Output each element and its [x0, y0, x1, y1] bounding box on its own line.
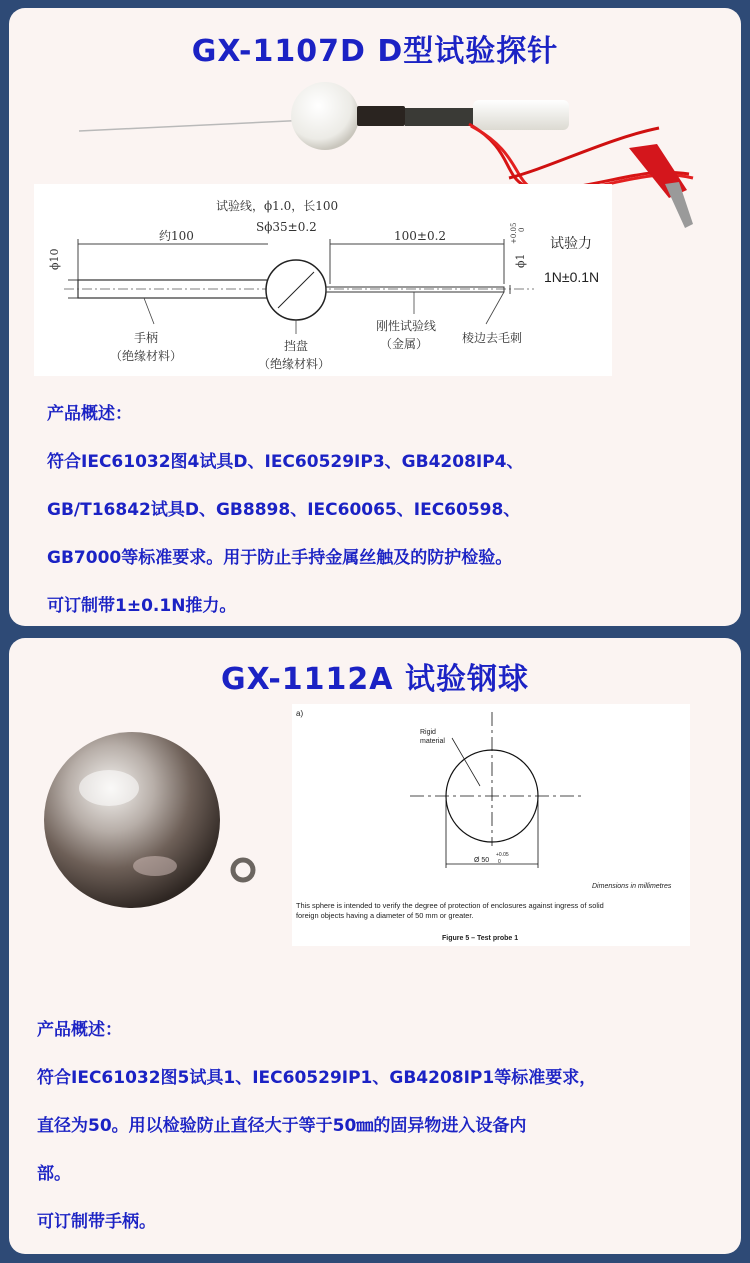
ball-title: GX-1112A 试验钢球 [221, 662, 529, 697]
diagram-rigid-sub: （金属） [380, 337, 429, 351]
probe-card [9, 8, 741, 626]
diagram-note-2: foreign objects having a diameter of 50 mm or greater. [296, 911, 474, 920]
ball-desc-line: 可订制带手柄。 [37, 1212, 156, 1232]
ball-description [37, 1006, 596, 1246]
diagram-rigid-1: Rigid [420, 729, 436, 736]
ball-card [9, 638, 741, 1254]
steel-ball-photo [37, 728, 267, 918]
ball-desc-line: 部。 [37, 1164, 71, 1184]
diagram-guard-sub: （绝缘材料） [258, 357, 331, 371]
diagram-caption: Figure 5 – Test probe 1 [442, 935, 519, 942]
diagram-force-value: 1N±0.1N [544, 269, 600, 285]
probe-description [47, 390, 524, 626]
probe-desc-line: GB7000等标准要求。用于防止手持金属丝触及的防护检验。 [47, 548, 513, 568]
diagram-handle-sub: （绝缘材料） [110, 349, 183, 363]
diagram-tol-plus: +0.05 [510, 222, 518, 244]
ball-desc-line: 符合IEC61032图5试具1、IEC60529IP1、GB4208IP1等标准要求， [37, 1068, 597, 1088]
diagram-handle-label: 手柄 [134, 331, 159, 345]
diagram-dia: Ø 50 [474, 857, 490, 864]
diagram-label-a: a) [296, 709, 304, 718]
diagram-wire-spec: 试验线，ϕ1.0，长100 [216, 199, 339, 213]
diagram-tol-plus: +0.05 [496, 852, 509, 858]
diagram-tol-zero: 0 [498, 859, 501, 865]
probe-title: GX-1107D D型试验探针 [191, 34, 559, 69]
diagram-force-label: 试验力 [550, 235, 592, 251]
diagram-wire-length: 100±0.2 [394, 229, 447, 243]
probe-desc-line: 符合IEC61032图4试具D、IEC60529IP3、GB4208IP4、 [47, 452, 524, 472]
probe-diagram [34, 184, 612, 376]
diagram-rigid-2: material [420, 738, 445, 745]
diagram-tol-zero: 0 [518, 227, 526, 232]
probe-desc-heading: 产品概述： [47, 404, 132, 424]
ball-diagram [292, 704, 690, 946]
diagram-deburr-label: 棱边去毛刺 [462, 331, 523, 345]
ball-desc-heading: 产品概述： [37, 1020, 122, 1040]
diagram-handle-length: 约100 [159, 229, 194, 243]
diagram-sphere-dim: Sϕ35±0.2 [256, 220, 317, 234]
diagram-note-1: This sphere is intended to verify the degree of protection of enclosures against ingress of solid [296, 901, 604, 910]
probe-desc-line: 可订制带1±0.1N推力。 [47, 596, 237, 616]
diagram-wire-tol: ϕ1 [514, 253, 527, 268]
ball-desc-line: 直径为50。用以检验防止直径大于等于50㎜的固异物进入设备内 [37, 1116, 527, 1136]
diagram-dia10: ϕ10 [48, 248, 61, 270]
probe-desc-line: GB/T16842试具D、GB8898、IEC60065、IEC60598、 [47, 500, 521, 520]
diagram-guard-label: 挡盘 [284, 339, 309, 353]
diagram-rigid-label: 刚性试验线 [376, 319, 437, 333]
diagram-dims-note: Dimensions in millimetres [592, 883, 672, 890]
